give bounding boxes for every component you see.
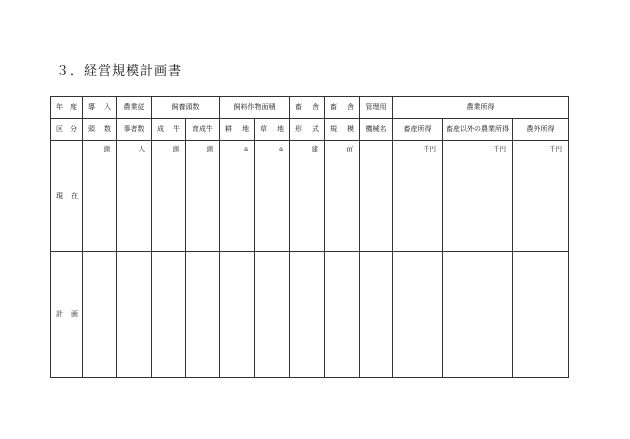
- page-title: ３．経営規模計画書: [56, 64, 183, 79]
- cell-plan-heifer[interactable]: [186, 252, 220, 378]
- header-agricultural-income: 農業所得: [393, 97, 569, 119]
- cell-current-barn-scale[interactable]: ㎡: [325, 141, 360, 252]
- header-feed-crop-area: 飼料作物面積: [220, 97, 290, 119]
- cell-plan-workers[interactable]: [117, 252, 152, 378]
- cell-current-other-agri-income[interactable]: 千円: [443, 141, 513, 252]
- cell-current-adult-cattle[interactable]: 頭: [152, 141, 186, 252]
- cell-plan-grassland[interactable]: [255, 252, 290, 378]
- cell-current-machinery[interactable]: [360, 141, 393, 252]
- header-head-count: 頭 数: [83, 119, 117, 141]
- cell-current-intro[interactable]: 頭: [83, 141, 117, 252]
- cell-plan-other-agri-income[interactable]: [443, 252, 513, 378]
- cell-current-cropland[interactable]: a: [220, 141, 255, 252]
- cell-plan-machinery[interactable]: [360, 252, 393, 378]
- header-livestock-income: 畜産所得: [393, 119, 443, 141]
- header-year: 年 度: [51, 97, 83, 119]
- header-adult-cattle: 成 牛: [152, 119, 186, 141]
- cell-current-heifer[interactable]: 頭: [186, 141, 220, 252]
- header-heifer: 育成牛: [186, 119, 220, 141]
- row-label-current: 現 在: [51, 141, 83, 252]
- cell-current-grassland[interactable]: a: [255, 141, 290, 252]
- cell-current-workers[interactable]: 人: [117, 141, 152, 252]
- cell-plan-intro[interactable]: [83, 252, 117, 378]
- header-machinery: 管理用: [360, 97, 393, 119]
- row-plan: [51, 252, 569, 378]
- header-intro: 導 入: [83, 97, 117, 119]
- cell-current-livestock-income[interactable]: 千円: [393, 141, 443, 252]
- header-machinery-name: 機械名: [360, 119, 393, 141]
- header-grassland: 草 地: [255, 119, 290, 141]
- header-workers: 農業従: [117, 97, 152, 119]
- cell-current-non-agri-income[interactable]: 千円: [513, 141, 569, 252]
- row-current: [51, 141, 569, 252]
- header-barn-2: 畜 舎: [325, 97, 360, 119]
- header-cropland: 耕 地: [220, 119, 255, 141]
- management-scale-plan-table: [50, 96, 569, 378]
- header-row-1: [51, 97, 569, 119]
- header-livestock-count: 飼養頭数: [152, 97, 220, 119]
- header-row-2: [51, 119, 569, 141]
- cell-plan-barn-type[interactable]: [290, 252, 325, 378]
- header-category: 区 分: [51, 119, 83, 141]
- row-label-plan: 計 画: [51, 252, 83, 378]
- cell-plan-barn-scale[interactable]: [325, 252, 360, 378]
- header-barn-type: 形 式: [290, 119, 325, 141]
- cell-plan-livestock-income[interactable]: [393, 252, 443, 378]
- header-non-agri-income: 農外所得: [513, 119, 569, 141]
- header-barn-scale: 規 模: [325, 119, 360, 141]
- cell-plan-cropland[interactable]: [220, 252, 255, 378]
- header-worker-count: 事者数: [117, 119, 152, 141]
- header-other-agri-income: 畜産以外の農業所得: [443, 119, 513, 141]
- cell-current-barn-type[interactable]: 建: [290, 141, 325, 252]
- cell-plan-adult-cattle[interactable]: [152, 252, 186, 378]
- cell-plan-non-agri-income[interactable]: [513, 252, 569, 378]
- header-barn-1: 畜 舎: [290, 97, 325, 119]
